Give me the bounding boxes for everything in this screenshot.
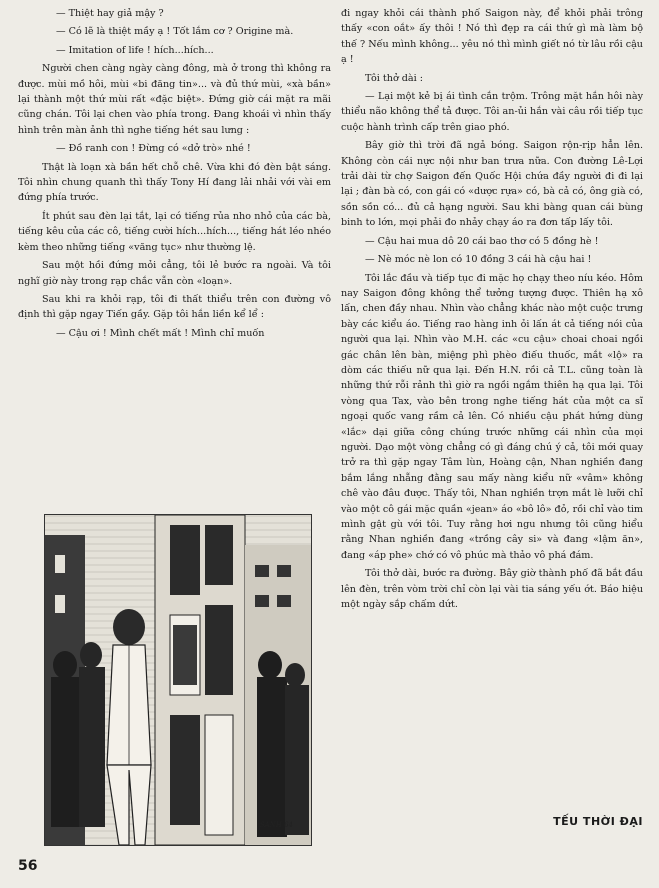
paragraph: Tôi thở dài, bước ra đường. Bây giờ thành phố đã bắt đầu lên đèn, trên vòm trời chỉ còn lại vài tia sáng yếu ớt. Báo hiệu một ngày sắp chấm dứt. (341, 568, 643, 611)
paragraph: đi ngay khỏi cái thành phố Saigon này, để khỏi phải trông thấy «con oắt» ấy thôi ! Nó thì đẹp ra cái thứ gì mà làm bộ thế ? Nếu mình không... yêu nó thì mình giết nó từ lâu rồi cậu ạ ! (341, 8, 643, 66)
paragraph: Ít phút sau đèn lại tắt, lại có tiếng rủa nho nhỏ của các bà, tiếng kêu của các cô, tiếng cười hích...hích..., tiếng hát léo nhéo kèm theo những tiếng «văng tục» như thường lệ. (18, 210, 331, 253)
paragraph: Tôi thở dài : (365, 72, 423, 84)
illustration-signature: SANH 64 (259, 821, 293, 829)
paragraph: — Cậu hai mua dô 20 cái bao thơ có 5 đồng hè ! (365, 235, 599, 247)
page-number: 56 (18, 858, 38, 874)
paragraph: — Imitation of life ! hích...hích... (56, 44, 214, 56)
paragraph: Sau một hồi đứng mỏi cẳng, tôi lẻ bước ra ngoài. Và tôi nghĩ giờ này trong rạp chắc vẫn còn «loạn». (18, 260, 331, 287)
right-column (341, 6, 643, 615)
paragraph: Tôi lắc đầu và tiếp tục đi mặc họ chạy theo níu kéo. Hôm nay Saigon đông không thể tưởng tượng được. Thiên hạ xô lấn, chen đầy nhau. Nhìn vào chẳng khác nào một cuộc trưng bày các kiểu áo. Tiếng rao hàng inh ỏi lấn át cả tiếng nói của người qua lại. Nhìn vào M.H. các «cu cậu» choai choai ngồi gác chân lên bàn, miệng phì phèo điếu thuốc, mắt «lộ» ra dòm các thiếu nữ qua lại. Đến H.N. rồi cả T.L. cũng toàn là những thứ rỗi rảnh thì giờ ra ngồi ngắm thiên hạ qua lại. Tôi vòng qua Tax, vào bên trong nghe tiếng hát của một ca sĩ ngoại quốc vang rầm cả lên. Có nhiều cậu phát hứng dùng «lắc» dại giữa công chúng trước những cái nhìn của mọi người. Dạo một vòng chẳng có gì đáng chú ý cả, tôi mới quay trở ra thì gặp ngay Tâm lùn, Hoàng cận, Nhan nghiền đang bắm lắng nhẵng đằng sau mấy nàng kiểu nữ «vâm» không chê vào đâu được. Thấy tôi, Nhan nghiền trợn mắt lè lưỡi chỉ vào một cô gái mặc quần «jean» áo «bô lô» đỏ, rồi chỉ vào tim mình gật gù với tôi. Tuy rằng hơi ngu nhưng tôi cũng hiểu rằng Nhan nghiền đang «trồng cây si» và đang «lậm ăn», đang «áp phe» chớ có vô phúc mà thảo vô phá đám. (341, 272, 643, 561)
paragraph: Người chen càng ngày càng đông, mà ở trong thì không ra được. mùi mồ hôi, mùi «bi đăng tin»... và đủ thứ mùi, «xà bần» lại thành một thứ mùi rất «đặc biệt». Đứng giờ cái mặt ra mãi cũng chán. Tôi lại chen vào phía trong. Đang khoái vì nhìn thấy hình trên màn ảnh thì nghe tiếng hét sau lưng : (18, 63, 331, 136)
paragraph: Thật là loạn xà bần hết chỗ chê. Vừa khi đó đèn bật sáng. Tôi nhìn chung quanh thì thấy Tony Hí đang lải nhải với vài em đứng phía trước. (18, 161, 331, 204)
author-byline: TẾU THỜI ĐẠI (553, 815, 643, 828)
paragraph: — Nè móc nè lon có 10 đồng 3 cái hà cậu hai ! (365, 254, 592, 266)
paragraph: — Đồ ranh con ! Đừng có «dở trò» nhé ! (56, 143, 251, 155)
paragraph: Bây giờ thì trời đã ngả bóng. Saigon rộn-rịp hẳn lên. Không còn cái nực nội như ban trưa nữa. Con đường Lê-Lợi trải dài từ chợ Saigon đến Quốc Hội chứa đầy người đi đi lại lại ; đàn bà có, con gái có «dược rựa» có, bà cả có, ông già có, sồn sồn có... đủ cả hạng người. Sau khi bàng quan cái bùng binh to lớn, mọi phải đo nhảy chạy áo ra đơn tấp lấy tôi. (341, 140, 643, 229)
street-scene-illustration-icon (44, 514, 312, 846)
paragraph: — Có lẽ là thiệt mầy ạ ! Tốt lắm cơ ? Origine mà. (56, 26, 294, 38)
left-column (18, 6, 331, 344)
paragraph: — Lại một kẻ bị ái tình cắn trộm. Trông mặt hắn hôi này thiểu não không thể tả được. Tôi an-ủi hắn vài câu rồi tiếp tục cuộc hành trình cấp trên giao phó. (341, 91, 643, 133)
paragraph: — Cậu ơi ! Mình chết mất ! Mình chỉ muốn (56, 327, 265, 339)
illustration-drawing (45, 515, 311, 845)
paragraph: — Thiệt hay giả mậy ? (56, 8, 164, 19)
paragraph: Sau khi ra khỏi rạp, tôi đi thất thiểu trên con đường vô định thì gặp ngay Tiến gầy. Gặp tôi hắn liền kể lể : (18, 293, 331, 321)
